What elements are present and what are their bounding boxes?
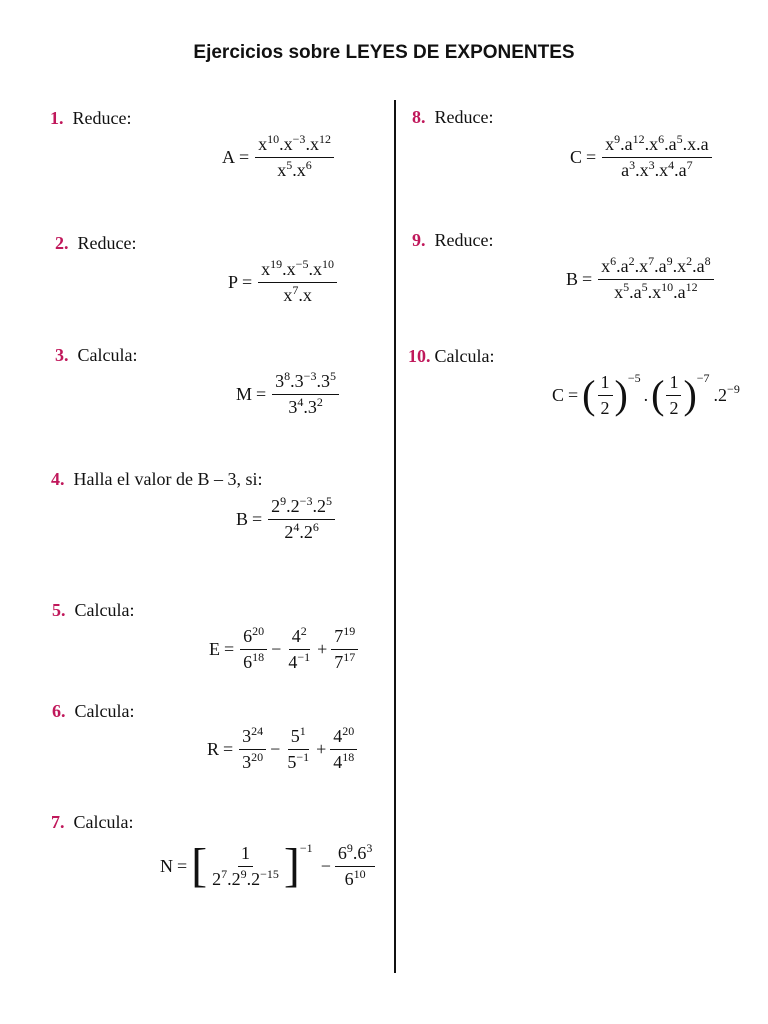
exercise-instruction: Calcula: — [434, 346, 495, 366]
exercise-number: 10. — [408, 346, 431, 366]
fraction: $\frac{x^9.a^{12}.x^6.a^5.x.a}{a^3.x^3.x^4.a^7}$ — [602, 134, 712, 180]
exercise-number: 6. — [52, 701, 66, 721]
exercise-instruction: Halla el valor de B – 3, si: — [73, 469, 263, 489]
formula-lhs: C — [570, 146, 583, 167]
exercise-number: 5. — [52, 600, 66, 620]
exercise-5-heading — [52, 600, 134, 621]
formula-lhs: E — [209, 638, 220, 659]
exercise-10-formula: C = ( $\frac{1}{2}$ ) $^{-5}$ . ( $\frac{1}{2}$ ) $^{-7}$ .2 $^{-9}$ — [552, 371, 740, 418]
exercise-2-heading — [55, 233, 136, 254]
exercise-6-heading — [52, 701, 134, 722]
exercise-1-heading — [50, 108, 131, 129]
exercise-10-heading — [408, 346, 494, 367]
exercise-instruction: Reduce: — [434, 107, 494, 127]
exercise-3-formula: M = $\frac{3^8.3^{-3}.3^5}{3^4.3^2}$ — [236, 371, 341, 417]
exercise-number: 4. — [51, 469, 65, 489]
exercise-8-formula: C = $\frac{x^9.a^{12}.x^6.a^5.x.a}{a^3.x^3.x^4.a^7}$ — [570, 134, 714, 180]
exercise-4-formula: B = $\frac{2^9.2^{-3}.2^5}{2^4.2^6}$ — [236, 496, 337, 542]
fraction: $\frac{x^{19}.x^{-5}.x^{10}}{x^7.x}$ — [258, 259, 337, 305]
exercise-5-formula: E = $\frac{6^{20}}{6^{18}}$ − $\frac{4^2}{4^{-1}}$ + $\frac{7^{19}}{7^{17}}$ — [209, 626, 360, 672]
column-divider — [394, 100, 396, 973]
fraction: $\frac{1}{2}$ — [666, 372, 681, 418]
exercise-number: 2. — [55, 233, 69, 253]
fraction: $\frac{x^6.a^2.x^7.a^9.x^2.a^8}{x^5.a^5.x^{10}.a^{12}}$ — [598, 256, 714, 302]
fraction: $\frac{7^{19}}{7^{17}}$ — [331, 626, 358, 672]
fraction: $\frac{1}{2}$ — [598, 372, 613, 418]
fraction: $\frac{5^1}{5^{-1}}$ — [287, 724, 310, 772]
exercise-2-formula: P = $\frac{x^{19}.x^{-5}.x^{10}}{x^7.x}$ — [228, 259, 339, 305]
formula-lhs: N — [160, 855, 173, 876]
exercise-instruction: Calcula: — [74, 600, 135, 620]
exercise-7-formula: N = [ $\frac{1}{2^7.2^9.2^{-15}}$ ] $^{-1}$ − $\frac{6^9.6^3}{6^{10}}$ — [160, 842, 377, 890]
exercise-3-heading — [55, 345, 137, 366]
fraction: $\frac{x^{10}.x^{-3}.x^{12}}{x^5.x^6}$ — [255, 134, 334, 180]
fraction: $\frac{4^2}{4^{-1}}$ — [288, 624, 311, 672]
exercise-instruction: Calcula: — [73, 812, 134, 832]
formula-lhs: C — [552, 384, 565, 405]
fraction: $\frac{2^9.2^{-3}.2^5}{2^4.2^6}$ — [268, 496, 335, 542]
formula-lhs: R — [207, 738, 220, 759]
fraction: $\frac{3^8.3^{-3}.3^5}{3^4.3^2}$ — [272, 371, 339, 417]
fraction: $\frac{4^{20}}{4^{18}}$ — [330, 726, 357, 772]
exercise-9-formula: B = $\frac{x^6.a^2.x^7.a^9.x^2.a^8}{x^5.a^5.x^{10}.a^{12}}$ — [566, 256, 716, 302]
fraction: $\frac{6^9.6^3}{6^{10}}$ — [335, 843, 376, 889]
exercise-instruction: Calcula: — [77, 345, 138, 365]
exercise-instruction: Calcula: — [74, 701, 135, 721]
fraction: $\frac{1}{2^7.2^9.2^{-15}}$ — [212, 842, 279, 889]
exercise-number: 9. — [412, 230, 426, 250]
formula-lhs: P — [228, 271, 239, 292]
formula-lhs: A — [222, 146, 235, 167]
exercise-number: 7. — [51, 812, 65, 832]
exercise-number: 1. — [50, 108, 64, 128]
formula-lhs: M — [236, 383, 253, 404]
exercise-instruction: Reduce: — [434, 230, 494, 250]
exercise-4-heading — [51, 469, 262, 490]
formula-lhs: B — [236, 508, 249, 529]
exercise-7-heading — [51, 812, 133, 833]
exercise-6-formula: R = $\frac{3^{24}}{3^{20}}$ − $\frac{5^1}{5^{-1}}$ + $\frac{4^{20}}{4^{18}}$ — [207, 726, 359, 772]
exercise-1-formula: A = $\frac{x^{10}.x^{-3}.x^{12}}{x^5.x^6}$ — [222, 134, 336, 180]
exercise-instruction: Reduce: — [77, 233, 137, 253]
formula-lhs: B — [566, 268, 579, 289]
exercise-9-heading — [412, 230, 493, 251]
page-title: Ejercicios sobre LEYES DE EXPONENTES — [193, 42, 575, 63]
exercise-8-heading — [412, 107, 493, 128]
fraction: $\frac{6^{20}}{6^{18}}$ — [240, 626, 267, 672]
fraction: $\frac{3^{24}}{3^{20}}$ — [239, 726, 266, 772]
exercise-number: 3. — [55, 345, 69, 365]
exercise-instruction: Reduce: — [72, 108, 132, 128]
exercise-number: 8. — [412, 107, 426, 127]
